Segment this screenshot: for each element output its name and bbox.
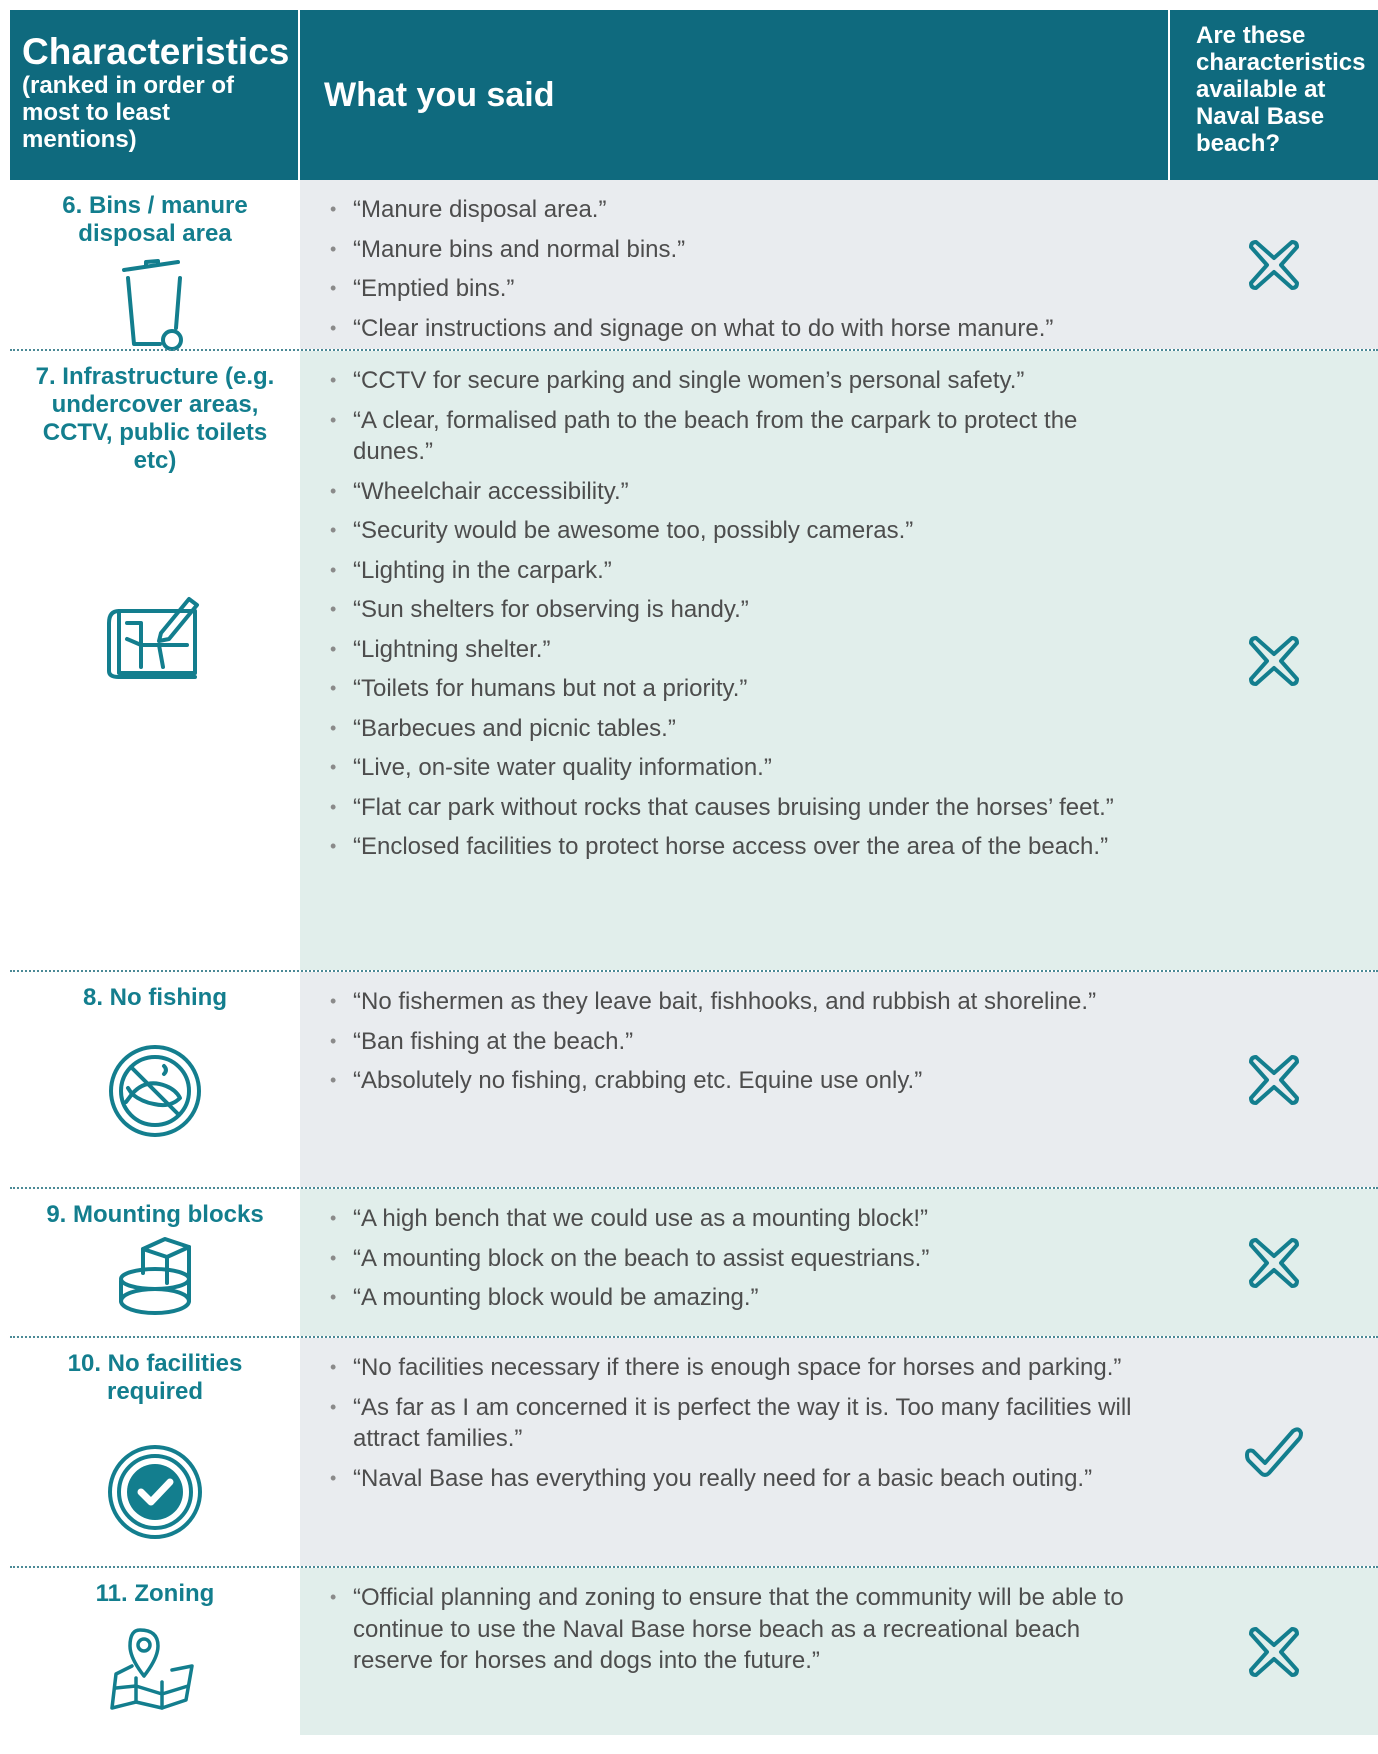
table-row bbox=[10, 970, 1378, 1187]
quote-item: • “Enclosed facilities to protect horse access over the area of the beach.” bbox=[314, 831, 1150, 863]
header-availability: Are these characteristics available at Naval Base beach? bbox=[1196, 22, 1366, 157]
quote-item: • “CCTV for secure parking and single women’s personal safety.” bbox=[314, 365, 1150, 397]
quote-item: • “Security would be awesome too, possibly cameras.” bbox=[314, 515, 1150, 547]
row-title: 8. No fishing bbox=[83, 984, 227, 1011]
table-row bbox=[10, 1566, 1378, 1735]
quote-item: • “Official planning and zoning to ensure that the community will be able to continue to use the Naval Base horse beach as a recreational beach reserve for horses and dogs into the future.” bbox=[314, 1582, 1150, 1677]
row-characteristic bbox=[10, 1568, 300, 1735]
quote-item: • “Toilets for humans but not a priority.” bbox=[314, 673, 1150, 705]
row-quotes bbox=[300, 180, 1170, 349]
quote-item: • “Clear instructions and signage on what to do with horse manure.” bbox=[314, 313, 1150, 345]
row-characteristic bbox=[10, 1338, 300, 1566]
quote-item: • “Barbecues and picnic tables.” bbox=[314, 713, 1150, 745]
quote-item: • “A clear, formalised path to the beach from the carpark to protect the dunes.” bbox=[314, 405, 1150, 468]
check-icon bbox=[1243, 1425, 1305, 1479]
quote-item: • “Ban fishing at the beach.” bbox=[314, 1026, 1150, 1058]
table-row bbox=[10, 349, 1378, 970]
table-row bbox=[10, 180, 1378, 349]
table-row bbox=[10, 1187, 1378, 1336]
row-availability bbox=[1170, 180, 1378, 349]
characteristics-table bbox=[10, 10, 1378, 1735]
quote-item: • “As far as I am concerned it is perfect the way it is. Too many facilities will attract families.” bbox=[314, 1392, 1150, 1455]
table-row bbox=[10, 1336, 1378, 1566]
row-quotes bbox=[300, 1189, 1170, 1336]
row-title: 7. Infrastructure (e.g. undercover areas, CCTV, public toilets etc) bbox=[35, 363, 275, 474]
quote-item: • “A mounting block would be amazing.” bbox=[314, 1282, 1150, 1314]
quote-item: • “No fishermen as they leave bait, fishhooks, and rubbish at shoreline.” bbox=[314, 986, 1150, 1018]
quote-item: • “Lighting in the carpark.” bbox=[314, 555, 1150, 587]
quote-item: • “No facilities necessary if there is enough space for horses and parking.” bbox=[314, 1352, 1150, 1384]
quote-item: • “A high bench that we could use as a mounting block!” bbox=[314, 1203, 1150, 1235]
quote-item: • “A mounting block on the beach to assist equestrians.” bbox=[314, 1243, 1150, 1275]
row-title: 6. Bins / manure disposal area bbox=[62, 192, 248, 247]
cross-icon bbox=[1247, 1625, 1301, 1679]
row-quotes bbox=[300, 351, 1170, 970]
cross-icon bbox=[1247, 634, 1301, 688]
quote-item: • “Naval Base has everything you really need for a basic beach outing.” bbox=[314, 1463, 1150, 1495]
row-quotes bbox=[300, 1568, 1170, 1735]
quote-item: • “Lightning shelter.” bbox=[314, 634, 1150, 666]
row-characteristic bbox=[10, 972, 300, 1187]
table-header bbox=[10, 10, 1378, 180]
quote-item: • “Flat car park without rocks that causes bruising under the horses’ feet.” bbox=[314, 792, 1150, 824]
row-availability bbox=[1170, 1189, 1378, 1336]
check-circle-icon bbox=[105, 1442, 205, 1542]
header-characteristics bbox=[10, 10, 300, 180]
quote-item: • “Manure disposal area.” bbox=[314, 194, 1150, 226]
quote-item: • “Absolutely no fishing, crabbing etc. Equine use only.” bbox=[314, 1065, 1150, 1097]
quote-item: • “Manure bins and normal bins.” bbox=[314, 234, 1150, 266]
row-availability bbox=[1170, 972, 1378, 1187]
cross-icon bbox=[1247, 1236, 1301, 1290]
blueprint-pencil-icon bbox=[105, 583, 205, 683]
header-characteristics-subtitle: (ranked in order of most to least mentions) bbox=[22, 72, 235, 153]
row-availability bbox=[1170, 1568, 1378, 1735]
row-characteristic bbox=[10, 1189, 300, 1336]
quote-item: • “Wheelchair accessibility.” bbox=[314, 476, 1150, 508]
row-quotes bbox=[300, 1338, 1170, 1566]
row-quotes bbox=[300, 972, 1170, 1187]
row-availability bbox=[1170, 351, 1378, 970]
mounting-block-icon bbox=[115, 1235, 195, 1319]
quote-item: • “Emptied bins.” bbox=[314, 273, 1150, 305]
bin-icon bbox=[110, 258, 200, 354]
row-availability bbox=[1170, 1338, 1378, 1566]
quote-item: • “Live, on-site water quality information.” bbox=[314, 752, 1150, 784]
row-title: 10. No facilities required bbox=[67, 1350, 243, 1405]
map-pin-icon bbox=[110, 1626, 200, 1712]
row-title: 11. Zoning bbox=[95, 1580, 215, 1607]
row-characteristic bbox=[10, 351, 300, 970]
cross-icon bbox=[1247, 1053, 1301, 1107]
no-fishing-icon bbox=[106, 1042, 204, 1140]
header-characteristics-title: Characteristics bbox=[22, 31, 290, 72]
row-title: 9. Mounting blocks bbox=[46, 1201, 264, 1228]
header-what-you-said: What you said bbox=[300, 10, 1170, 180]
cross-icon bbox=[1247, 238, 1301, 292]
row-characteristic bbox=[10, 180, 300, 349]
quote-item: • “Sun shelters for observing is handy.” bbox=[314, 594, 1150, 626]
